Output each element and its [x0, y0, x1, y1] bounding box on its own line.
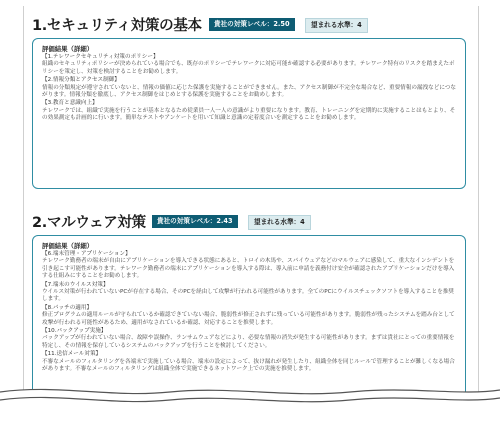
item-title: 【7.端末のウイルス対策】	[42, 281, 109, 288]
item-title: 【8.パッチの適用】	[42, 304, 93, 311]
page-tear-edge	[0, 384, 500, 428]
section-title: 1.セキュリティ対策の基本	[32, 18, 202, 34]
evaluation-box	[32, 38, 466, 189]
report-page	[23, 6, 479, 396]
box-heading: 評価結果（詳細）	[42, 242, 94, 250]
section-header	[32, 211, 468, 233]
item-body: テレワークでは、組織で実施を行うことが基本となるため従業員一人一人の意識がより重要になります。教育、トレーニングを定期的に実施することはもとより、その効果測定も計画的に行います。簡単なテストやアンケートを用いて知識と意識の定着度合いを測定することをお勧めします。	[42, 107, 456, 122]
item-title: 【6.端末管理・アプリケーション】	[42, 251, 131, 257]
section-header	[32, 14, 468, 36]
section-malware	[32, 211, 468, 373]
score-badge: 貴社の対策レベル：2.43	[152, 215, 238, 228]
item-title: 【2.情報分類とアクセス制御】	[42, 77, 120, 84]
section-title: 2.マルウェア対策	[32, 215, 146, 231]
item-body: テレワーク勤務者の端末が自由にアプリケーションを導入できる状態にあると、トロイの木馬や、スパイウェアなどのマルウェアに感染して、重大なインシデントを引き起こす可能性があります。テレワーク勤務者の端末にアプリケーションを導入する際は、導入前に申請を義務付け安全が確認されたアプリケーションだけを導入する仕組みにすることをお勧めします。	[42, 258, 455, 280]
target-badge: 望まれる水準：4	[305, 18, 368, 33]
item-body: 組織のセキュリティポリシーが決められている場合でも、既存のポリシーでテレワークに対応可能か確認する必要があります。テレワーク特有のリスクを踏まえたポリシーを策定し、対策を検討することをお勧めします。	[42, 61, 455, 75]
evaluation-box	[32, 235, 466, 405]
score-badge: 貴社の対策レベル：2.50	[209, 18, 295, 31]
box-heading: 評価結果（詳細）	[42, 45, 94, 53]
item-body: バックアップが行われていない場合、故障や誤操作、ランサムウェアなどにより、必要な情報の消失が発生する可能性があります。まずは貴社にとっての重要情報を特定し、その情報を保存しているシステムのバックアップを行うことを検討してください。	[42, 335, 455, 349]
section-security-basics	[32, 14, 468, 122]
item-title: 【1.テレワークセキュリティ対策のポリシー】	[42, 54, 159, 60]
tear-fill	[0, 389, 500, 428]
item-body: 不審なメールのフィルタリングを各端末で実施している場合、端末の設定によって、抜け漏れが発生したり、組織全体を同じルールで管理することが難しくなる場合があります。不審なメールのフィルタリングは組織全体で実施できるネットワーク上での実施を推奨します。	[42, 358, 455, 373]
item-body: ウイルス対策が行われていないPCが存在する場合、そのPCを経由して攻撃が行われる可能性があります。全てのPCにウイルスチェックソフトを導入することを推奨します。	[42, 289, 455, 303]
item-title: 【3.教育と意識向上】	[42, 100, 98, 107]
item-title: 【10.バックアップ実施】	[42, 328, 107, 335]
target-badge: 望まれる水準：4	[248, 215, 311, 230]
item-body: 修正プログラムの適用ルールが守られているか確認できていない場合、脆弱性が修正されずに残っている可能性があります。脆弱性が残ったシステムを踏み台として攻撃が行われる可能性があるため、適用がなされているか確認、対応することを推奨します。	[42, 312, 455, 326]
item-title: 【11.送信メール対策】	[42, 351, 102, 358]
item-body: 情報の分類規定が遵守されていないと、情報の価値に応じた保護を実施することができません。また、アクセス制御が不完全な場合など、重要情報の漏洩などにつながります。情報分類を徹底し、アクセス制御をはじめとする保護を実施することをお勧めします。	[42, 84, 456, 99]
